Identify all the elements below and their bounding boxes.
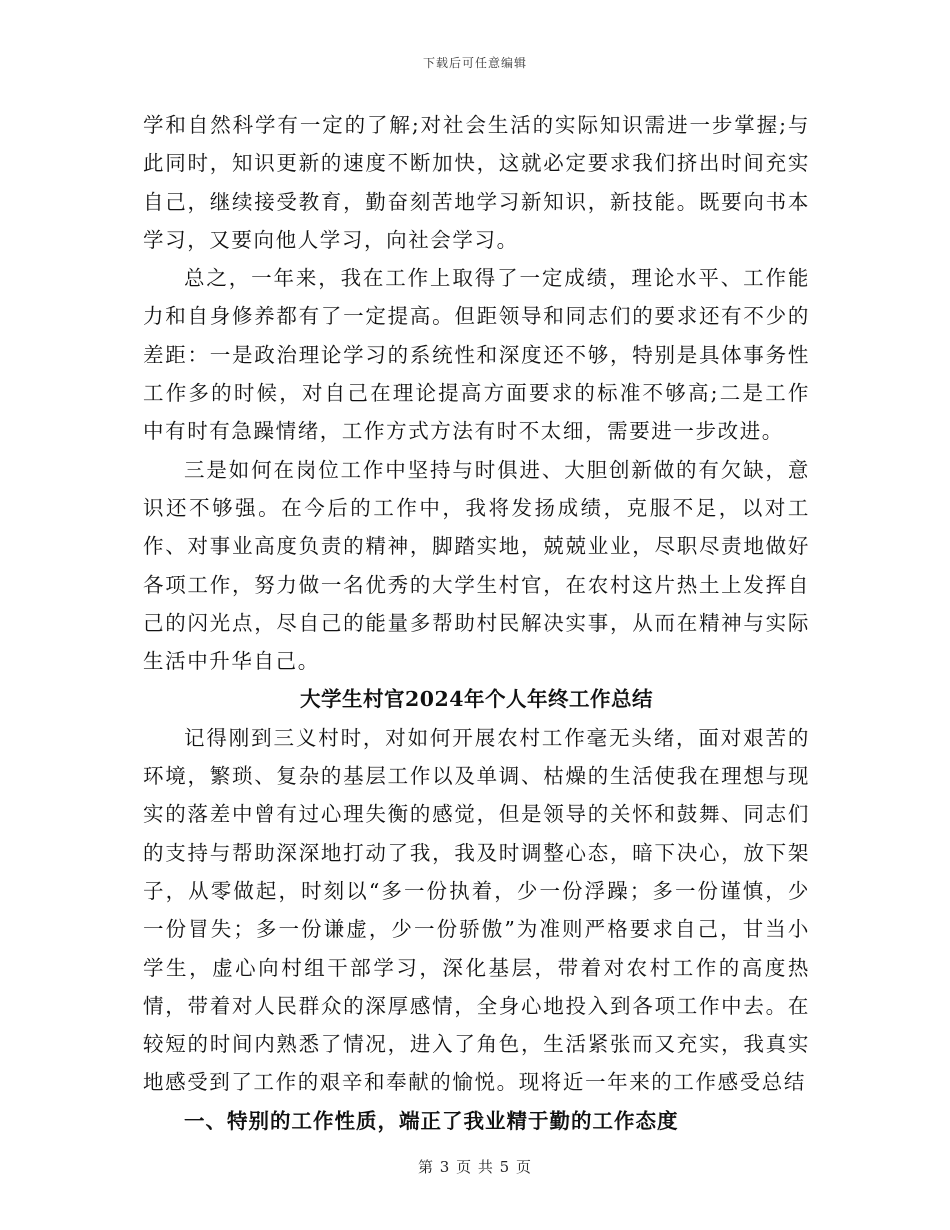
document-title: 大学生村官2024年个人年终工作总结 bbox=[299, 687, 654, 712]
page-header: 下载后可任意编辑 bbox=[422, 56, 527, 70]
section-heading: 一、特别的工作性质，端正了我业精于勤的工作态度 bbox=[184, 1108, 679, 1133]
paragraph-summary: 总之，一年来，我在工作上取得了一定成绩，理论水平、工作能力和自身修养都有了一定提高。但距领导和同志们的要求还有不少的差距：一是政治理论学习的系统性和深度还不够，特别是具体事务性工作多的时候，对自己在理论提高方面要求的标准不够高;二是工作中有时有急躁情绪，工作方式方法有时不太细，需要进一步改进。 bbox=[143, 266, 810, 444]
paragraph-improvement: 三是如何在岗位工作中坚持与时俱进、大胆创新做的有欠缺，意识还不够强。在今后的工作中，我将发扬成绩，克服不足，以对工作、对事业高度负责的精神，脚踏实地，兢兢业业，尽职尽责地做好各项工作，努力做一名优秀的大学生村官，在农村这片热土上发挥自己的闪光点，尽自己的能量多帮助村民解决实事，从而在精神与实际生活中升华自己。 bbox=[143, 457, 810, 674]
paragraph-continuation: 学和自然科学有一定的了解;对社会生活的实际知识需进一步掌握;与此同时，知识更新的速度不断加快，这就必定要求我们挤出时间充实自己，继续接受教育，勤奋刻苦地学习新知识，新技能。既要向书本学习，又要向他人学习，向社会学习。 bbox=[143, 113, 810, 252]
paragraph-intro: 记得刚到三义村时，对如何开展农村工作毫无头绪，面对艰苦的环境，繁琐、复杂的基层工作以及单调、枯燥的生活使我在理想与现实的落差中曾有过心理失衡的感觉，但是领导的关怀和鼓舞、同志们的支持与帮助深深地打动了我，我及时调整心态，暗下决心，放下架子，从零做起，时刻以“多一份执着，少一份浮躁；多一份谨慎，少一份冒失；多一份谦虚，少一份骄傲”为准则严格要求自己，甘当小学生，虚心向村组干部学习，深化基层，带着对农村工作的高度热情，带着对人民群众的深厚感情，全身心地投入到各项工作中去。在较短的时间内熟悉了情况，进入了角色，生活紧张而又充实，我真实地感受到了工作的艰辛和奉献的愉悦。现将近一年来的工作感受总结 bbox=[143, 725, 810, 1095]
document-body bbox=[143, 106, 810, 1140]
page-footer: 第 3 页 共 5 页 bbox=[418, 1158, 532, 1176]
